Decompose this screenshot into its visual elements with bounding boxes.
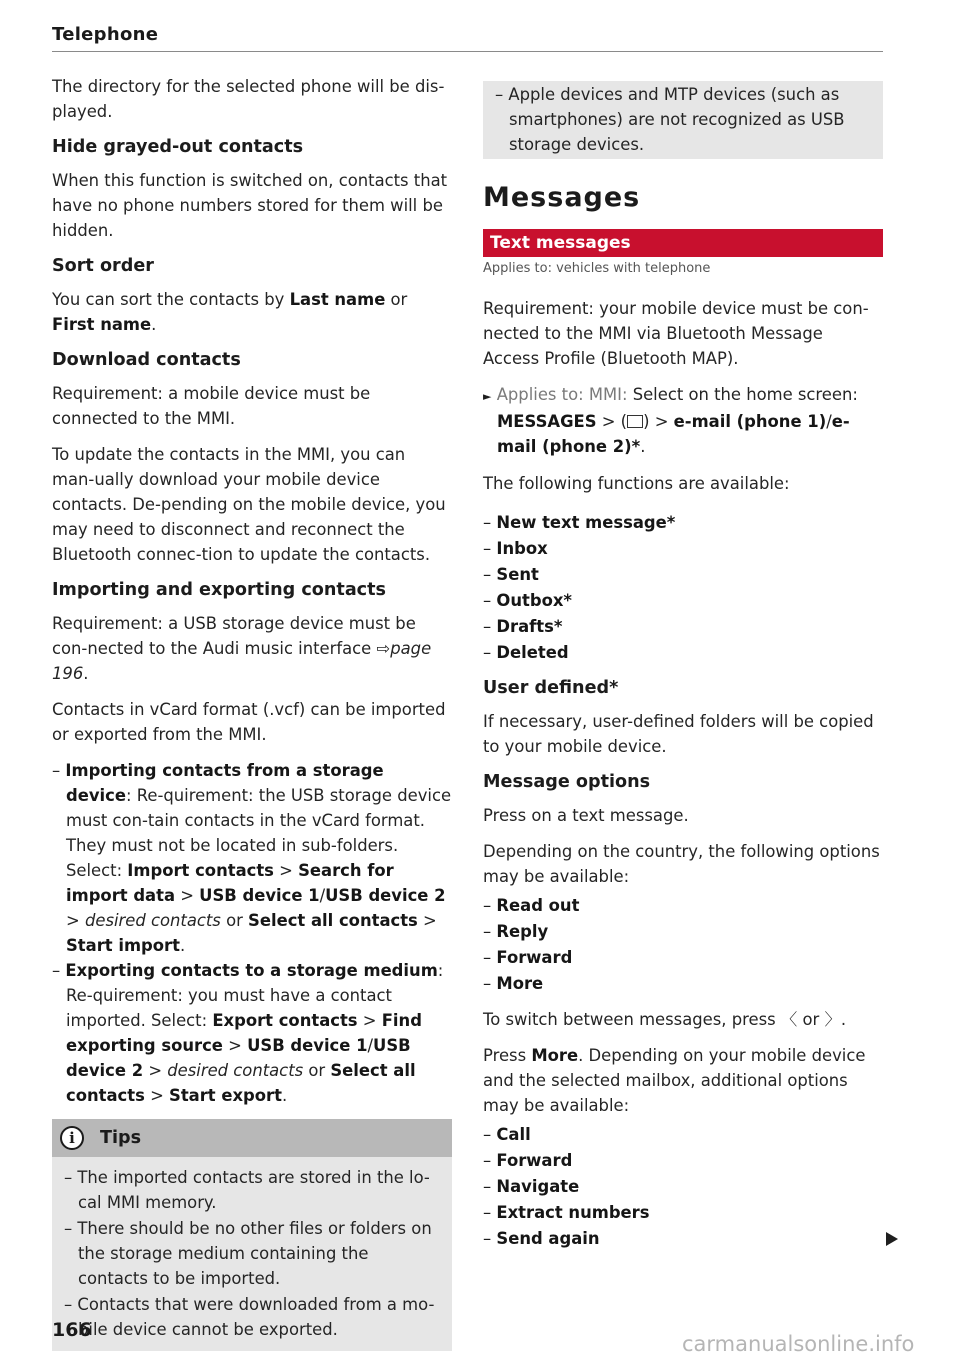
tip-item: – The imported contacts are stored in the lo-cal MMI memory. — [64, 1168, 430, 1212]
more-option-forward: Forward — [496, 1151, 573, 1170]
more-post: . Depending on your mobile device and the selected mailbox, additional options may be available: — [483, 1046, 866, 1115]
more-option-navigate: Navigate — [496, 1177, 580, 1196]
list-item: – Read out — [483, 896, 580, 915]
more-option-send-again: Send again — [496, 1229, 600, 1248]
page-ref-arrow-icon: ⇨ — [376, 639, 391, 658]
tips-title: Tips — [100, 1128, 142, 1148]
hide-grayed-text: When this function is switched on, contacts that have no phone numbers stored for them will be hidden. — [52, 171, 448, 240]
chevron-right-icon: 〉 — [824, 1010, 841, 1029]
exporting-item — [52, 958, 452, 1108]
step-separator: > — [273, 861, 299, 880]
importing-title: Importing contacts from a storage device — [65, 761, 384, 805]
sort-pre: You can sort the contacts by — [52, 290, 290, 309]
list-item: – Extract numbers — [483, 1203, 650, 1222]
download-requirement: Requirement: a mobile device must be connected to the MMI. — [52, 384, 371, 428]
step-separator: ) > — [643, 412, 674, 431]
function-sent: Sent — [496, 565, 539, 584]
exporting-step-4: USB device 2 — [66, 1036, 411, 1080]
functions-intro: The following functions are available: — [483, 474, 790, 493]
list-item: – Sent — [483, 565, 539, 584]
step-or: or — [220, 911, 249, 930]
user-defined-text: If necessary, user-defined folders will be copied to your mobile device. — [483, 712, 874, 756]
download-heading: Download contacts — [52, 350, 241, 370]
info-icon: i — [60, 1126, 84, 1150]
exporting-step-1: Export contacts — [212, 1011, 358, 1030]
depending-text: Depending on the country, the following options may be available: — [483, 842, 880, 886]
step-email-phone-2: e-mail (phone 2)* — [497, 412, 850, 456]
list-item: – Drafts* — [483, 617, 563, 636]
exporting-step-3: USB device 1 — [247, 1036, 368, 1055]
option-read-out: Read out — [496, 896, 580, 915]
user-defined-heading: User defined* — [483, 678, 619, 698]
switch-text — [483, 1007, 883, 1032]
importing-text: : Re-quirement: the USB storage device must con-tain contacts in the vCard format. They must not be located in sub-folders. Select: — [66, 786, 452, 880]
exporting-step-6: Select all contacts — [66, 1061, 416, 1105]
tips-header — [52, 1119, 452, 1157]
step-separator: > ( — [596, 412, 628, 431]
step-email-phone-1: e-mail (phone 1) — [673, 412, 827, 431]
option-forward: Forward — [496, 948, 573, 967]
option-more: More — [496, 974, 544, 993]
continue-arrow-icon — [886, 1232, 898, 1246]
step-text: Select on the home screen: — [627, 385, 858, 404]
importing-step-1: Import contacts — [127, 861, 274, 880]
step-separator: > — [144, 1086, 170, 1105]
dash-marker: – — [52, 761, 66, 780]
option-reply: Reply — [496, 922, 549, 941]
step-slash: / — [367, 1036, 374, 1055]
tips-box — [52, 1119, 452, 1351]
importing-step-4: USB device 2 — [325, 886, 446, 905]
importing-step-7: Start import — [66, 936, 180, 955]
step-end: . — [640, 437, 646, 456]
more-bold: More — [531, 1046, 579, 1065]
sort-or: or — [385, 290, 408, 309]
step-instruction — [483, 382, 883, 459]
list-item: – More — [483, 974, 544, 993]
exporting-step-7: Start export — [169, 1086, 282, 1105]
exporting-text: : Re-quirement: you must have a contact imported. Select: — [66, 961, 444, 1030]
exporting-step-5: desired contacts — [167, 1061, 304, 1080]
step-separator: > — [66, 911, 85, 930]
list-item: – Call — [483, 1125, 531, 1144]
function-outbox: Outbox* — [496, 591, 572, 610]
messages-requirement: Requirement: your mobile device must be con-nected to the MMI via Bluetooth Message Access Profile (Bluetooth MAP). — [483, 299, 869, 368]
sort-first-name: First name — [52, 315, 152, 334]
step-end: . — [281, 1086, 288, 1105]
more-option-extract-numbers: Extract numbers — [496, 1203, 650, 1222]
download-text: To update the contacts in the MMI, you can man-ually download your mobile device contacts. De-pending on the mobile device, you may need to disconnect and reconnect the Bluetooth connec-tion to update the contacts. — [52, 445, 446, 564]
note-box — [483, 81, 883, 159]
more-text — [483, 1043, 883, 1118]
sort-end: . — [151, 315, 157, 334]
functions-list — [483, 510, 883, 666]
page-number: 166 — [52, 1319, 92, 1341]
intro-text: The directory for the selected phone will be dis-played. — [52, 77, 445, 121]
messages-title: Messages — [483, 182, 641, 213]
list-item: – Forward — [483, 948, 573, 967]
step-separator: > — [357, 1011, 382, 1030]
right-column — [483, 77, 883, 1262]
envelope-icon — [627, 415, 643, 428]
step-separator: > — [222, 1036, 248, 1055]
text-messages-bar: Text messages — [483, 229, 883, 257]
page-ref-link[interactable]: page 196 — [52, 639, 432, 683]
vcard-text: Contacts in vCard format (.vcf) can be imported or exported from the MMI. — [52, 700, 446, 744]
hide-grayed-heading: Hide grayed-out contacts — [52, 137, 304, 157]
message-options-heading: Message options — [483, 772, 651, 792]
step-triangle-icon: ► — [483, 390, 492, 403]
list-item: – Inbox — [483, 539, 548, 558]
import-req-text: Requirement: a USB storage device must be con-nected to the Audi music interface — [52, 614, 416, 658]
import-export-requirement — [52, 611, 452, 686]
exporting-title: Exporting contacts to a storage medium — [65, 961, 438, 980]
step-or: or — [303, 1061, 331, 1080]
importing-step-6: Select all contacts — [248, 911, 418, 930]
header-rule — [52, 51, 883, 52]
tip-item: – Contacts that were downloaded from a mo-bile device cannot be exported. — [64, 1295, 435, 1339]
more-option-call: Call — [496, 1125, 531, 1144]
list-item: – Deleted — [483, 643, 569, 662]
list-item: – Reply — [483, 922, 549, 941]
left-column — [52, 74, 452, 1351]
section-title: Telephone — [52, 24, 159, 45]
tips-body — [52, 1157, 452, 1347]
press-text: Press on a text message. — [483, 806, 689, 825]
tip-item: – There should be no other files or folders on the storage medium containing the contacts to be imported. — [64, 1219, 432, 1288]
list-item: – Forward — [483, 1151, 573, 1170]
switch-end: . — [840, 1010, 847, 1029]
list-item: – Outbox* — [483, 591, 572, 610]
function-new-text-message: New text message* — [496, 513, 676, 532]
importing-step-2: Search for import data — [66, 861, 394, 905]
list-item: – Navigate — [483, 1177, 580, 1196]
list-item: – Send again — [483, 1229, 600, 1248]
list-item: – New text message* — [483, 513, 676, 532]
step-applies: Applies to: MMI: — [496, 385, 628, 404]
function-deleted: Deleted — [496, 643, 569, 662]
more-pre: Press — [483, 1046, 532, 1065]
function-inbox: Inbox — [496, 539, 548, 558]
dash-marker: – — [52, 961, 66, 980]
sort-order-text — [52, 287, 452, 337]
options-list — [483, 893, 883, 997]
step-end: . — [179, 936, 186, 955]
step-slash: / — [319, 886, 326, 905]
step-messages: MESSAGES — [497, 412, 597, 431]
import-export-heading: Importing and exporting contacts — [52, 580, 386, 600]
exporting-step-2: Find exporting source — [66, 1011, 422, 1055]
step-slash: / — [826, 412, 832, 431]
sort-last-name: Last name — [289, 290, 386, 309]
step-separator: > — [143, 1061, 168, 1080]
importing-step-5: desired contacts — [84, 911, 221, 930]
watermark: carmanualsonline.info — [682, 1332, 915, 1356]
sort-order-heading: Sort order — [52, 256, 154, 276]
importing-step-3: USB device 1 — [199, 886, 320, 905]
chevron-left-icon: 〈 — [780, 1010, 798, 1029]
more-options-list — [483, 1122, 883, 1252]
note-text: – Apple devices and MTP devices (such as smartphones) are not recognized as USB storage devices. — [495, 85, 845, 154]
switch-or: or — [797, 1010, 825, 1029]
step-separator: > — [175, 886, 200, 905]
switch-pre: To switch between messages, press — [483, 1010, 781, 1029]
importing-item — [52, 758, 452, 958]
applies-to: Applies to: vehicles with telephone — [483, 261, 711, 276]
step-separator: > — [417, 911, 437, 930]
import-req-end: . — [83, 664, 89, 683]
function-drafts: Drafts* — [496, 617, 563, 636]
